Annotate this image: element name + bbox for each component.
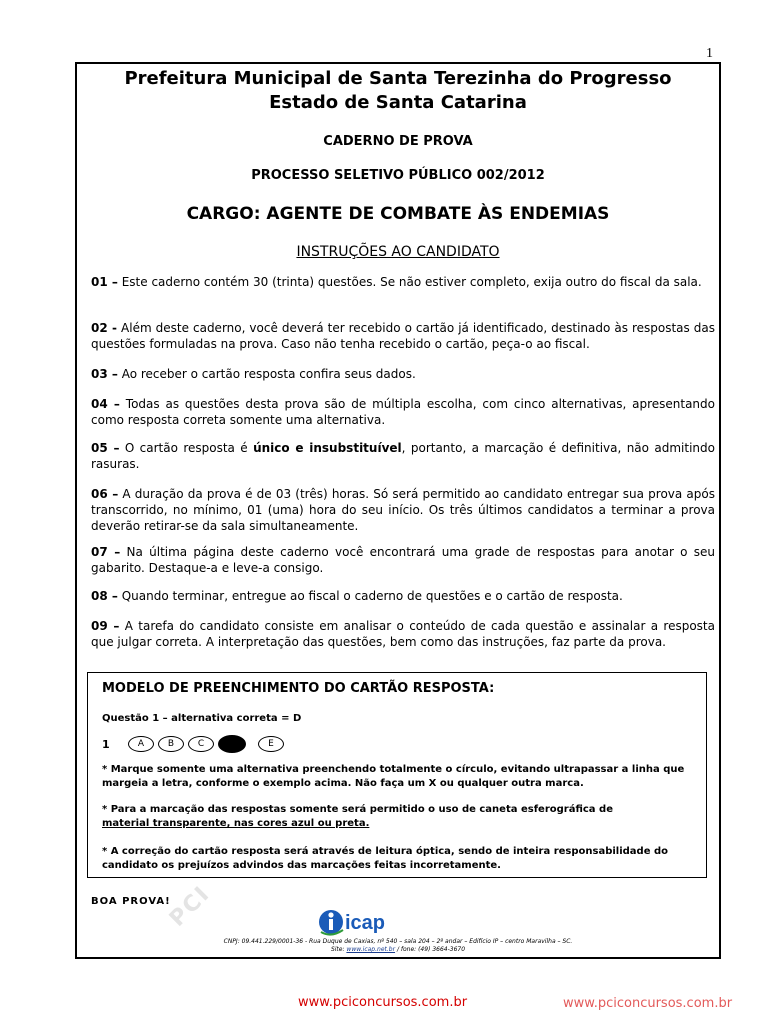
bubble-c: C xyxy=(188,736,214,752)
note-reading: * A correção do cartão resposta será através de leitura óptica, sendo de inteira responsabilidade do candidato os prejuízos advindos das marcações feitas incorretamente. xyxy=(102,846,669,871)
prefeitura-title: Prefeitura Municipal de Santa Terezinha do Progresso xyxy=(124,68,672,89)
instruction-item: 03 – Ao receber o cartão resposta confira seus dados. xyxy=(91,367,416,381)
note-fill: * Marque somente uma alternativa preenchendo totalmente o círculo, evitando ultrapassar a linha que margeia a letra, conforme o exemplo acima. Não faça um X ou qualquer outra marca. xyxy=(102,764,685,789)
answer-model-box xyxy=(87,672,707,878)
bottom-site-link-right[interactable]: www.pciconcursos.com.br xyxy=(563,996,733,1011)
boa-prova: BOA PROVA! xyxy=(91,896,171,907)
watermark: PCI xyxy=(164,881,216,932)
bottom-site-link-left[interactable]: www.pciconcursos.com.br xyxy=(298,995,468,1010)
bubble-d-filled xyxy=(218,735,246,753)
note-pen: * Para a marcação das respostas somente será permitido o uso de caneta esferográfica de material transparente, nas cores azul ou preta. xyxy=(102,804,613,829)
instruction-item: 04 – Todas as questões desta prova são de múltipla escolha, com cinco alternativas, apresentando como resposta correta somente uma alternativa. xyxy=(91,397,715,427)
icap-logo xyxy=(317,906,413,938)
footer-address: CNPJ: 09.441.229/0001-36 - Rua Duque de Caxias, nº 540 – sala 204 – 2º andar – Edifício IP – centro Maravilha – SC. Site: www.icap.net.br / fone: (49) 3664-3670 xyxy=(223,938,573,953)
caderno-title: CADERNO DE PROVA xyxy=(323,134,473,149)
model-title: MODELO DE PREENCHIMENTO DO CARTÃO RESPOSTA: xyxy=(102,681,495,696)
instruction-item: 07 – Na última página deste caderno você encontrará uma grade de respostas para anotar o seu gabarito. Destaque-a e leve-a consigo. xyxy=(91,545,715,575)
footer-site-link[interactable]: www.icap.net.br xyxy=(346,946,396,953)
bubble-a: A xyxy=(128,736,154,752)
instruction-item: 09 – A tarefa do candidato consiste em analisar o conteúdo de cada questão e assinalar a resposta que julgar correta. A interpretação das questões, bem como das instruções, faz parte da prova. xyxy=(91,619,715,649)
example-bubble-row xyxy=(102,735,288,753)
question-example-label: Questão 1 – alternativa correta = D xyxy=(102,713,302,724)
row-number: 1 xyxy=(102,737,110,751)
instrucoes-title: INSTRUÇÕES AO CANDIDATO xyxy=(296,244,500,260)
logo-text: icap xyxy=(345,912,386,934)
instruction-item: 05 – O cartão resposta é único e insubstituível, portanto, a marcação é definitiva, não admitindo rasuras. xyxy=(91,441,715,471)
bubble-b: B xyxy=(158,736,184,752)
instruction-item: 08 – Quando terminar, entregue ao fiscal o caderno de questões e o cartão de resposta. xyxy=(91,589,623,603)
processo-title: PROCESSO SELETIVO PÚBLICO 002/2012 xyxy=(251,168,545,183)
bubble-e: E xyxy=(258,736,284,752)
instruction-item: 02 - Além deste caderno, você deverá ter recebido o cartão já identificado, destinado às respostas das questões formuladas na prova. Caso não tenha recebido o cartão, peça-o ao fiscal. xyxy=(91,321,715,351)
instruction-item: 06 – A duração da prova é de 03 (três) horas. Só será permitido ao candidato entregar sua prova após transcorrido, no mínimo, 01 (uma) hora do seu início. Os três últimos candidatos a terminar a prova deverão retirar-se da sala simultaneamente. xyxy=(91,487,715,533)
estado-title: Estado de Santa Catarina xyxy=(269,92,527,113)
exam-cover-frame xyxy=(75,62,721,959)
instruction-item: 01 – Este caderno contém 30 (trinta) questões. Se não estiver completo, exija outro do fiscal da sala. xyxy=(91,275,702,289)
icap-logo-icon xyxy=(317,906,413,938)
page-number: 1 xyxy=(706,46,713,61)
cargo-title: CARGO: AGENTE DE COMBATE ÀS ENDEMIAS xyxy=(186,204,610,224)
